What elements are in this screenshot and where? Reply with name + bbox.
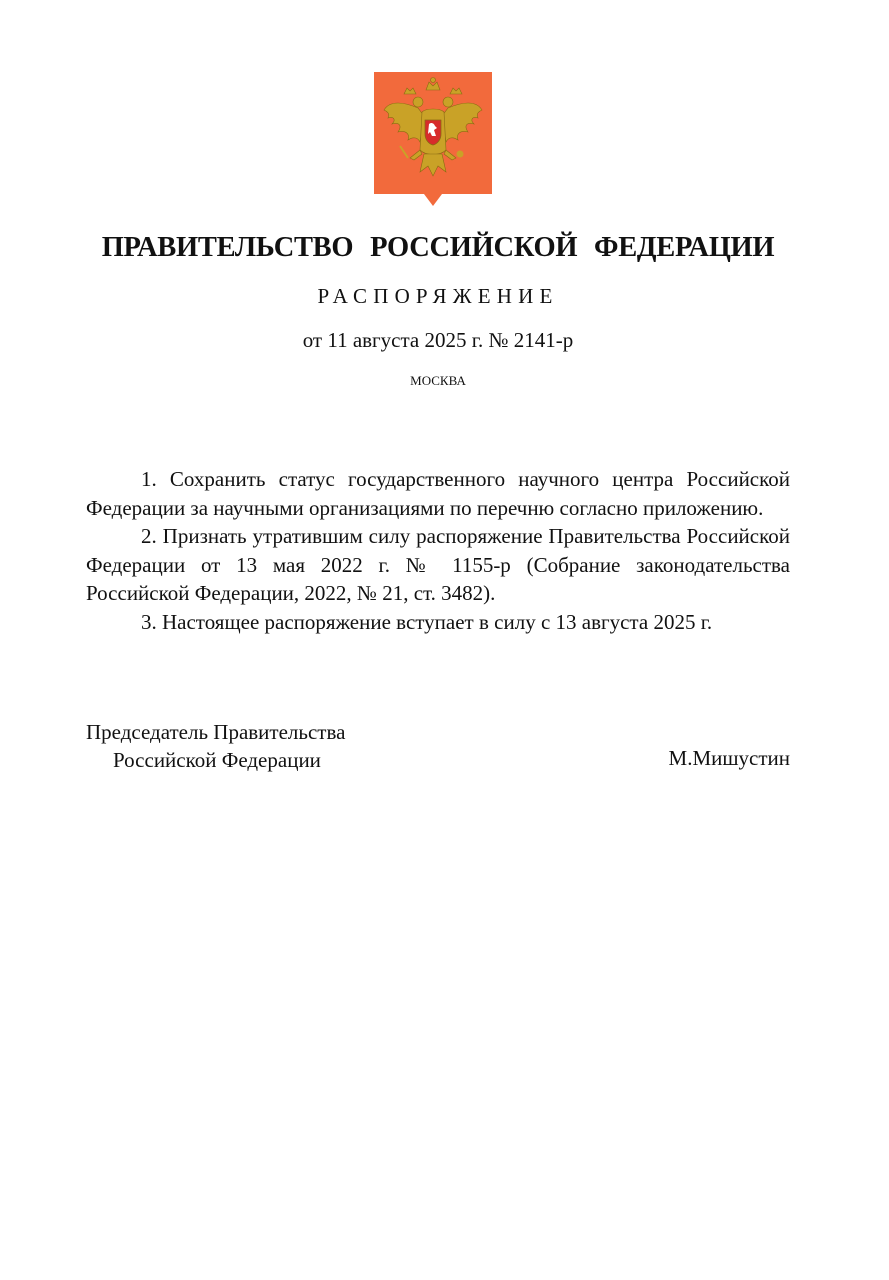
signatory-position (86, 718, 345, 774)
document-city: МОСКВА (410, 373, 466, 388)
document-body (86, 465, 790, 636)
paragraph-1: 1. Сохранить статус государственного научного центра Российской Федерации за научными организациями по перечню согласно приложению. (86, 467, 790, 520)
signatory-position-line-1: Председатель Правительства (86, 720, 346, 744)
paragraph-2: 2. Признать утратившим силу распоряжение Правительства Российской Федерации от 13 мая 2022 г. № 1155-р (Собрание законодательства Российской Федерации, 2022, № 21, ст. 3482). (86, 524, 790, 605)
document-date-number: от 11 августа 2025 г. № 2141-р (302, 328, 574, 352)
government-title: ПРАВИТЕЛЬСТВО РОССИЙСКОЙ ФЕДЕРАЦИИ (101, 232, 775, 263)
coat-of-arms-icon (374, 72, 492, 206)
signatory-name: М.Мишустин (668, 746, 790, 770)
document-type: РАСПОРЯЖЕНИЕ (317, 284, 559, 308)
signatory-position-line-2: Российской Федерации (113, 748, 321, 772)
paragraph-3: 3. Настоящее распоряжение вступает в силу с 13 августа 2025 г. (141, 609, 713, 634)
